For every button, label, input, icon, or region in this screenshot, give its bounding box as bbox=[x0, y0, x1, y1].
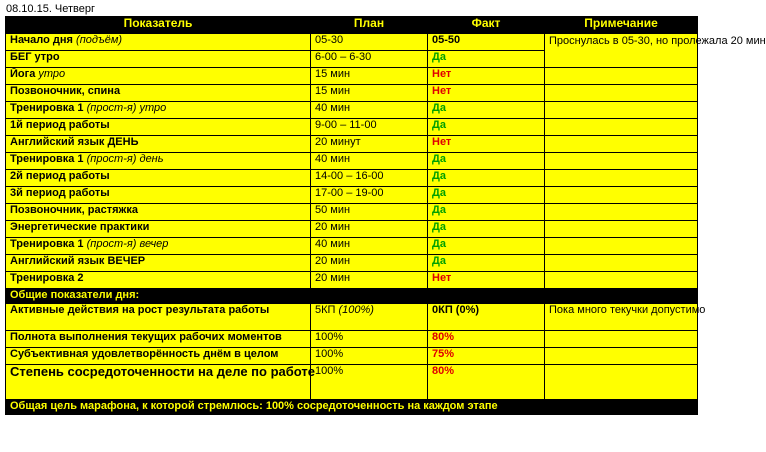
indicator-label: Тренировка 1 bbox=[10, 102, 84, 114]
table-row bbox=[6, 68, 698, 85]
table-row bbox=[6, 136, 698, 153]
fact-value: Да bbox=[432, 51, 446, 63]
fact-cell bbox=[428, 102, 545, 119]
summary-plan: 5КП bbox=[315, 304, 336, 316]
indicator-cell bbox=[6, 85, 311, 102]
table-row bbox=[6, 170, 698, 187]
fact-value: Да bbox=[432, 221, 446, 233]
indicator-cell bbox=[6, 68, 311, 85]
table-row bbox=[6, 119, 698, 136]
goal-text: Общая цель марафона, к которой стремлюсь: 100% сосредоточенность на каждом этапе bbox=[6, 400, 698, 415]
note-cell bbox=[545, 272, 698, 289]
fact-value: Да bbox=[432, 204, 446, 216]
fact-cell bbox=[428, 170, 545, 187]
plan-cell: 50 мин bbox=[311, 204, 428, 221]
summary-fact-cell bbox=[428, 304, 545, 331]
summary-row bbox=[6, 331, 698, 348]
indicator-label: Тренировка 1 bbox=[10, 153, 84, 165]
fact-value: Нет bbox=[432, 136, 452, 148]
header-fact: Факт bbox=[428, 17, 545, 34]
note-cell bbox=[545, 238, 698, 255]
fact-value: Нет bbox=[432, 68, 452, 80]
plan-cell: 20 минут bbox=[311, 136, 428, 153]
summary-fact: 80% bbox=[432, 331, 455, 343]
fact-cell bbox=[428, 68, 545, 85]
indicator-label: Энергетические практики bbox=[10, 221, 150, 233]
indicator-detail: (прост-я) вечер bbox=[86, 238, 169, 250]
indicator-detail: (прост-я) утро bbox=[86, 102, 167, 114]
indicator-cell bbox=[6, 187, 311, 204]
indicator-cell bbox=[6, 255, 311, 272]
summary-note bbox=[545, 348, 698, 365]
indicator-label: 3й период работы bbox=[10, 187, 110, 199]
indicator-label: Тренировка 1 bbox=[10, 238, 84, 250]
summary-note bbox=[545, 365, 698, 400]
indicator-cell bbox=[6, 221, 311, 238]
note-cell bbox=[545, 102, 698, 119]
summary-plan: 100% bbox=[315, 365, 344, 377]
indicator-cell bbox=[6, 238, 311, 255]
table-row bbox=[6, 153, 698, 170]
plan-cell: 15 мин bbox=[311, 85, 428, 102]
summary-fact-cell bbox=[428, 348, 545, 365]
summary-fact: 80% bbox=[432, 365, 455, 377]
indicator-label: Английский язык ВЕЧЕР bbox=[10, 255, 146, 267]
table-row bbox=[6, 85, 698, 102]
indicator-detail: (прост-я) день bbox=[86, 153, 164, 165]
summary-fact: 0КП (0%) bbox=[432, 304, 480, 316]
indicator-cell bbox=[6, 34, 311, 51]
fact-value: Нет bbox=[432, 85, 452, 97]
plan-cell: 40 мин bbox=[311, 238, 428, 255]
fact-value: 05-50 bbox=[432, 34, 461, 46]
fact-cell bbox=[428, 34, 545, 51]
fact-cell bbox=[428, 221, 545, 238]
plan-cell: 20 мин bbox=[311, 221, 428, 238]
fact-cell bbox=[428, 136, 545, 153]
summary-row bbox=[6, 348, 698, 365]
note-cell bbox=[545, 170, 698, 187]
summary-indicator: Субъективная удовлетворённость днём в целом bbox=[6, 348, 311, 365]
note-cell bbox=[545, 221, 698, 238]
indicator-label: Позвоночник, спина bbox=[10, 85, 121, 97]
table-row bbox=[6, 238, 698, 255]
fact-cell bbox=[428, 204, 545, 221]
date-label: 08.10.15. Четверг bbox=[6, 3, 96, 15]
summary-indicator: Активные действия на рост результата работы bbox=[6, 304, 311, 331]
note-cell: Проснулась в 05-30, но пролежала 20 мин bbox=[545, 34, 698, 68]
header-note: Примечание bbox=[545, 17, 698, 34]
indicator-label: Тренировка 2 bbox=[10, 272, 84, 284]
note-cell bbox=[545, 153, 698, 170]
note-cell bbox=[545, 85, 698, 102]
note-cell bbox=[545, 204, 698, 221]
note-cell bbox=[545, 68, 698, 85]
table-row bbox=[6, 272, 698, 289]
plan-cell: 14-00 – 16-00 bbox=[311, 170, 428, 187]
summary-fact-cell bbox=[428, 331, 545, 348]
summary-note: Пока много текучки допустимо bbox=[545, 304, 698, 331]
fact-value: Да bbox=[432, 255, 446, 267]
fact-cell bbox=[428, 255, 545, 272]
section-row bbox=[6, 289, 698, 304]
plan-cell: 40 мин bbox=[311, 102, 428, 119]
fact-cell bbox=[428, 187, 545, 204]
fact-value: Да bbox=[432, 187, 446, 199]
indicator-cell bbox=[6, 136, 311, 153]
table-row bbox=[6, 34, 698, 51]
plan-cell: 15 мин bbox=[311, 68, 428, 85]
fact-cell bbox=[428, 272, 545, 289]
summary-plan-detail: (100%) bbox=[338, 304, 374, 316]
table-row bbox=[6, 204, 698, 221]
indicator-label: Йога bbox=[10, 68, 36, 80]
summary-indicator: Полнота выполнения текущих рабочих моментов bbox=[6, 331, 311, 348]
table-row bbox=[6, 255, 698, 272]
goal-row bbox=[6, 400, 698, 415]
summary-plan-cell bbox=[311, 348, 428, 365]
indicator-cell bbox=[6, 102, 311, 119]
plan-cell: 40 мин bbox=[311, 153, 428, 170]
summary-rows bbox=[6, 289, 706, 400]
table-row bbox=[6, 102, 698, 119]
indicator-label: Позвоночник, растяжка bbox=[10, 204, 138, 216]
plan-cell: 20 мин bbox=[311, 272, 428, 289]
summary-indicator: Степень сосредоточенности на деле по работе bbox=[6, 365, 311, 400]
indicator-label: 1й период работы bbox=[10, 119, 110, 131]
plan-cell: 05-30 bbox=[311, 34, 428, 51]
indicator-label: 2й период работы bbox=[10, 170, 110, 182]
summary-plan-cell bbox=[311, 304, 428, 331]
fact-value: Да bbox=[432, 170, 446, 182]
fact-value: Да bbox=[432, 238, 446, 250]
summary-plan-cell bbox=[311, 365, 428, 400]
summary-row bbox=[6, 365, 698, 400]
header-plan: План bbox=[311, 17, 428, 34]
indicator-cell bbox=[6, 119, 311, 136]
table-row bbox=[6, 187, 698, 204]
indicator-cell bbox=[6, 51, 311, 68]
indicator-detail: утро bbox=[38, 68, 66, 80]
fact-cell bbox=[428, 238, 545, 255]
note-cell bbox=[545, 187, 698, 204]
section-label: Общие показатели дня: bbox=[6, 289, 698, 304]
main-rows bbox=[6, 34, 766, 289]
fact-cell bbox=[428, 119, 545, 136]
fact-value: Нет bbox=[432, 272, 452, 284]
plan-cell: 17-00 – 19-00 bbox=[311, 187, 428, 204]
fact-value: Да bbox=[432, 119, 446, 131]
fact-value: Да bbox=[432, 153, 446, 165]
plan-cell: 9-00 – 11-00 bbox=[311, 119, 428, 136]
note-cell bbox=[545, 255, 698, 272]
plan-cell: 6-00 – 6-30 bbox=[311, 51, 428, 68]
fact-cell bbox=[428, 85, 545, 102]
fact-value: Да bbox=[432, 102, 446, 114]
indicator-label: Английский язык ДЕНЬ bbox=[10, 136, 139, 148]
indicator-detail: (подъём) bbox=[76, 34, 123, 46]
note-cell bbox=[545, 119, 698, 136]
summary-plan-cell bbox=[311, 331, 428, 348]
daily-report-table bbox=[5, 16, 766, 415]
indicator-cell bbox=[6, 272, 311, 289]
indicator-cell bbox=[6, 170, 311, 187]
indicator-cell bbox=[6, 153, 311, 170]
indicator-label: БЕГ утро bbox=[10, 51, 60, 63]
indicator-label: Начало дня bbox=[10, 34, 73, 46]
header-indicator: Показатель bbox=[6, 17, 311, 34]
summary-fact-cell bbox=[428, 365, 545, 400]
summary-plan: 100% bbox=[315, 331, 344, 343]
summary-note bbox=[545, 331, 698, 348]
fact-cell bbox=[428, 51, 545, 68]
fact-cell bbox=[428, 153, 545, 170]
indicator-cell bbox=[6, 204, 311, 221]
plan-cell: 20 мин bbox=[311, 255, 428, 272]
summary-fact: 75% bbox=[432, 348, 455, 360]
summary-plan: 100% bbox=[315, 348, 344, 360]
header-row bbox=[6, 17, 698, 34]
table-row bbox=[6, 221, 698, 238]
note-cell bbox=[545, 136, 698, 153]
summary-row bbox=[6, 304, 698, 331]
